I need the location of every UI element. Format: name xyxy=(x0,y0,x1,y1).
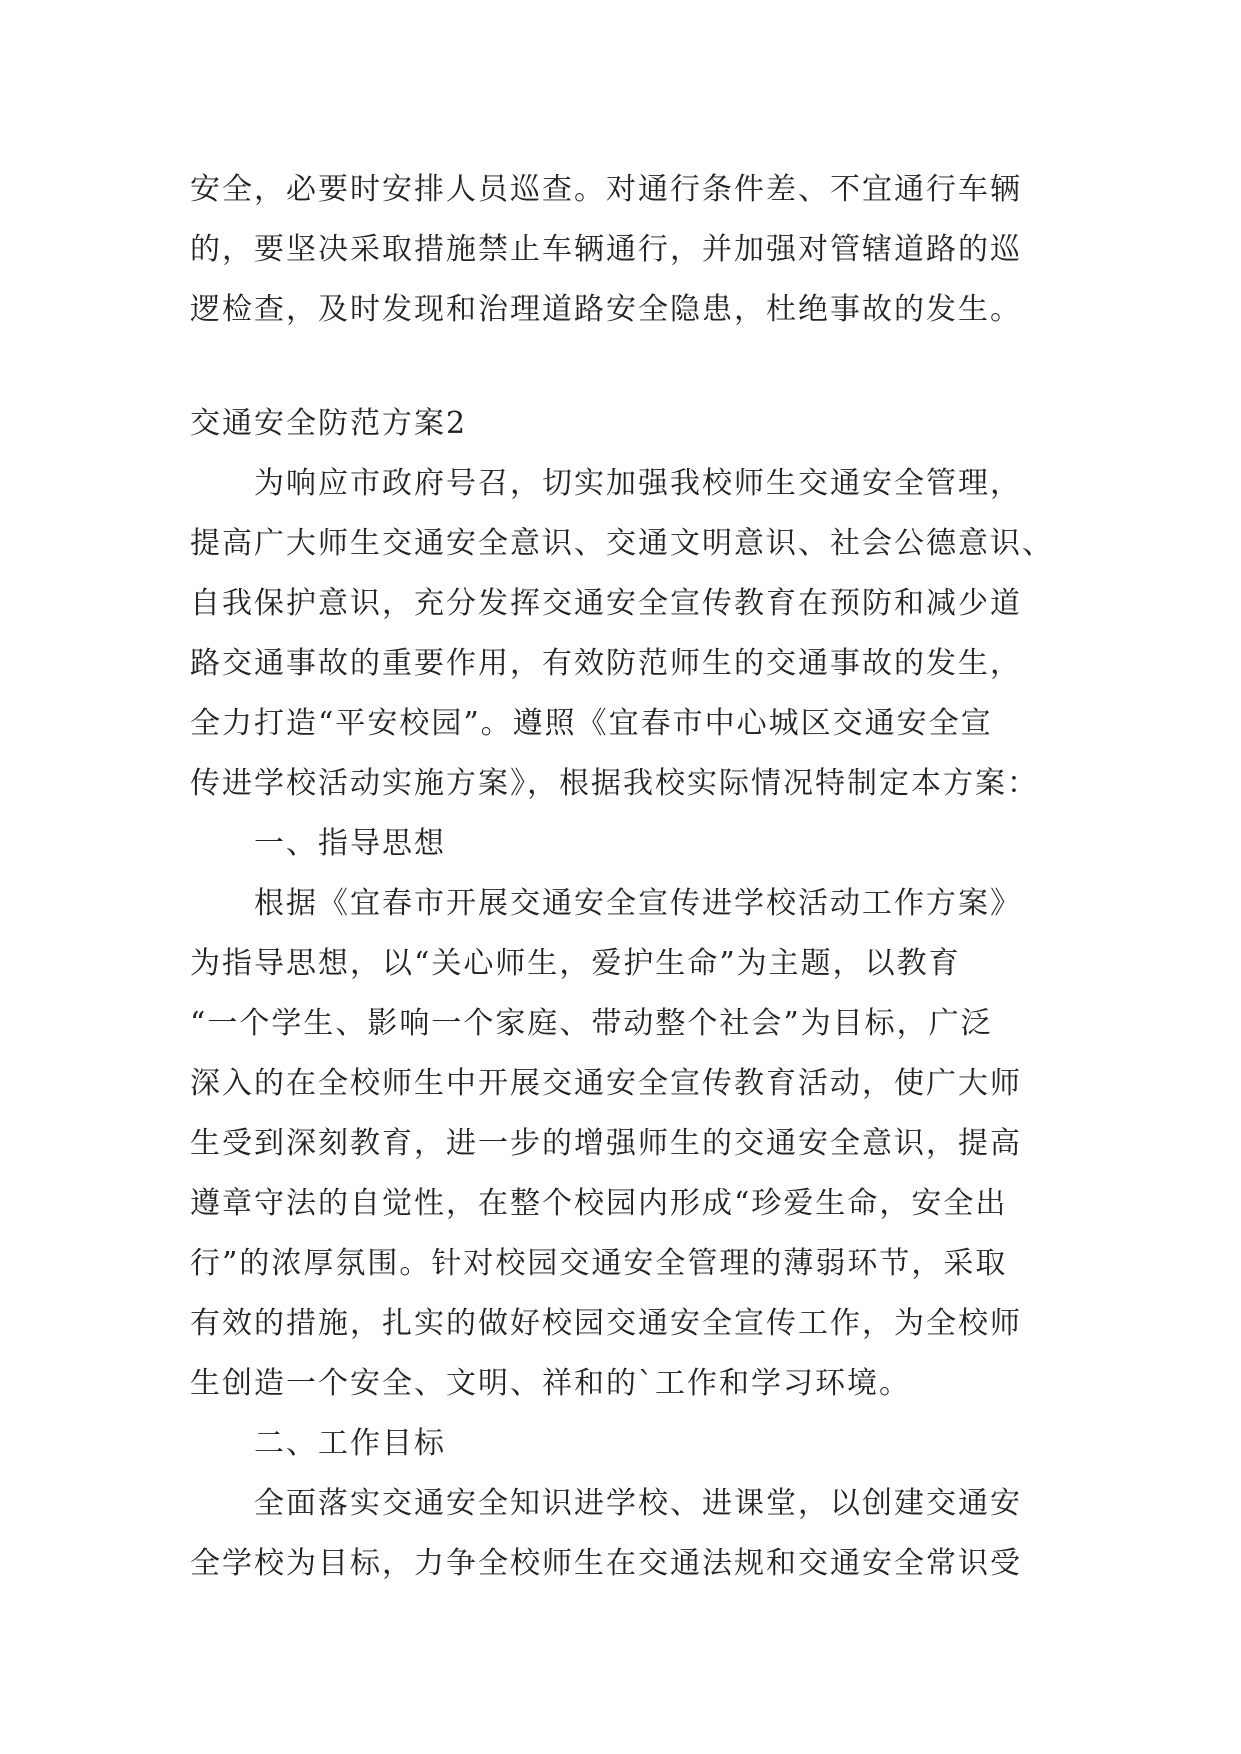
text-line: 传进学校活动实施方案》，根据我校实际情况特制定本方案： xyxy=(190,766,1039,801)
heading-guiding-ideology: 一、指导思想 xyxy=(254,826,446,861)
text-line: 行”的浓厚氛围。针对校园交通安全管理的薄弱环节，采取 xyxy=(190,1246,1008,1281)
text-line: 全力打造“平安校园”。遵照《宜春市中心城区交通安全宣 xyxy=(190,706,993,741)
text-line: 生创造一个安全、文明、祥和的`工作和学习环境。 xyxy=(190,1366,911,1401)
goal-paragraph xyxy=(190,1474,1052,1594)
text-line: 的，要坚决采取措施禁止车辆通行，并加强对管辖道路的巡 xyxy=(190,232,1022,267)
main-content xyxy=(190,394,1052,1594)
text-line: 生受到深刻教育，进一步的增强师生的交通安全意识，提高 xyxy=(190,1126,1022,1161)
text-line: 为指导思想，以“关心师生，爱护生命”为主题，以教育 xyxy=(190,946,961,981)
text-line: 自我保护意识，充分发挥交通安全宣传教育在预防和减少道 xyxy=(190,586,1022,621)
heading-work-goals: 二、工作目标 xyxy=(254,1426,446,1461)
guiding-paragraph xyxy=(190,874,1052,1414)
text-line: 全面落实交通安全知识进学校、进课堂，以创建交通安 xyxy=(254,1486,1022,1521)
text-line: 路交通事故的重要作用，有效防范师生的交通事故的发生， xyxy=(190,646,1022,681)
section-title: 交通安全防范方案2 xyxy=(190,406,468,441)
text-line: 根据《宜春市开展交通安全宣传进学校活动工作方案》 xyxy=(254,886,1022,921)
intro-paragraph xyxy=(190,454,1052,814)
text-line: 逻检查，及时发现和治理道路安全隐患，杜绝事故的发生。 xyxy=(190,292,1022,327)
text-line: 为响应市政府号召，切实加强我校师生交通安全管理， xyxy=(254,466,1022,501)
text-line: 全学校为目标，力争全校师生在交通法规和交通安全常识受 xyxy=(190,1546,1022,1581)
continuation-paragraph xyxy=(190,160,1052,340)
text-line: 提高广大师生交通安全意识、交通文明意识、社会公德意识、 xyxy=(190,526,1054,561)
text-line: 安全，必要时安排人员巡查。对通行条件差、不宜通行车辆 xyxy=(190,172,1022,207)
text-line: 深入的在全校师生中开展交通安全宣传教育活动，使广大师 xyxy=(190,1066,1022,1101)
text-line: 有效的措施，扎实的做好校园交通安全宣传工作，为全校师 xyxy=(190,1306,1022,1341)
text-line: 遵章守法的自觉性，在整个校园内形成“珍爱生命，安全出 xyxy=(190,1186,1008,1221)
text-line: “一个学生、影响一个家庭、带动整个社会”为目标，广泛 xyxy=(190,1006,993,1041)
